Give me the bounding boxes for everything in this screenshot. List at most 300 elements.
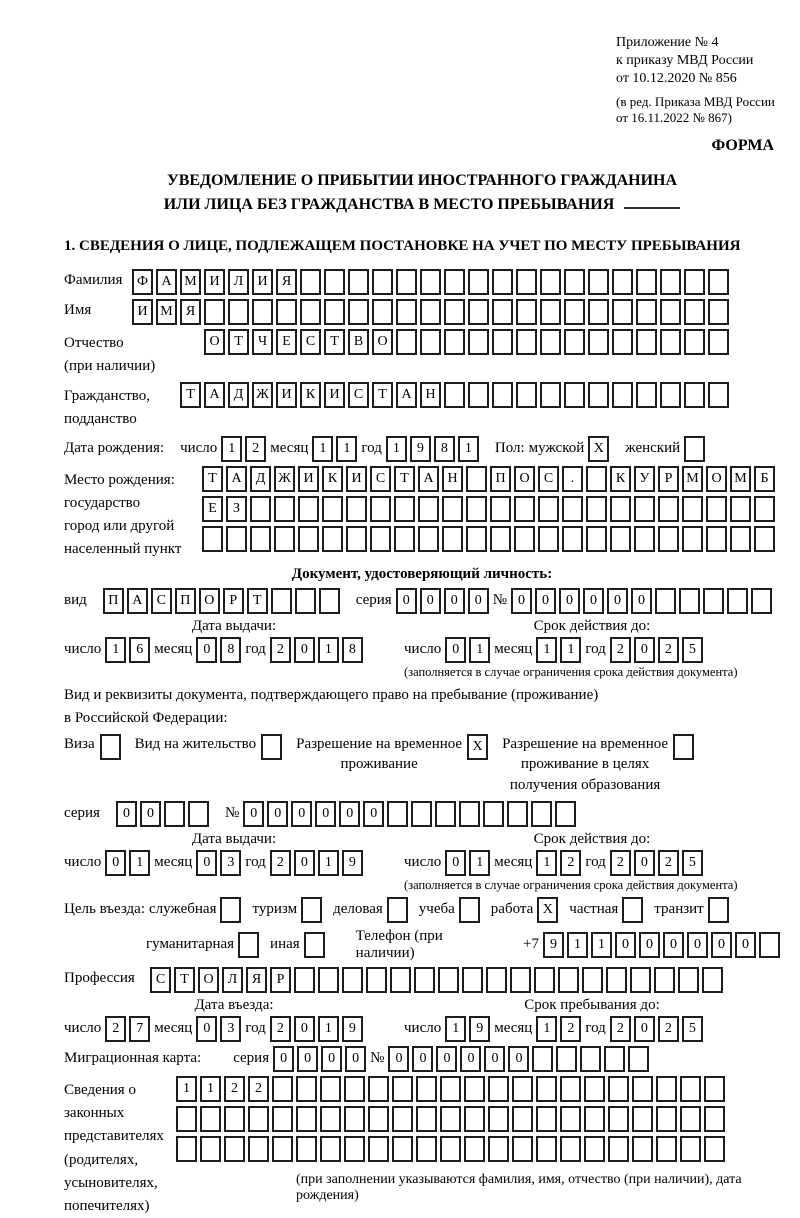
- char-cell[interactable]: 0: [196, 1016, 217, 1042]
- char-cell[interactable]: С: [150, 967, 171, 993]
- char-cell[interactable]: [464, 1076, 485, 1102]
- char-cell[interactable]: 2: [224, 1076, 245, 1102]
- char-cell[interactable]: [298, 526, 319, 552]
- char-cell[interactable]: М: [730, 466, 751, 492]
- char-cell[interactable]: К: [300, 382, 321, 408]
- char-cell[interactable]: [660, 269, 681, 295]
- char-cell[interactable]: О: [198, 967, 219, 993]
- char-cell[interactable]: [608, 1136, 629, 1162]
- char-cell[interactable]: [564, 382, 585, 408]
- char-cell[interactable]: И: [252, 269, 273, 295]
- char-cell[interactable]: [492, 299, 513, 325]
- char-cell[interactable]: К: [322, 466, 343, 492]
- char-cell[interactable]: И: [204, 269, 225, 295]
- char-cell[interactable]: 0: [105, 850, 126, 876]
- char-cell[interactable]: [706, 496, 727, 522]
- char-cell[interactable]: [540, 382, 561, 408]
- char-cell[interactable]: 0: [396, 588, 417, 614]
- char-cell[interactable]: [344, 1106, 365, 1132]
- char-cell[interactable]: 0: [484, 1046, 505, 1072]
- char-cell[interactable]: 1: [591, 932, 612, 958]
- char-cell[interactable]: [300, 299, 321, 325]
- char-cell[interactable]: [514, 526, 535, 552]
- char-cell[interactable]: 2: [245, 436, 266, 462]
- char-cell[interactable]: И: [346, 466, 367, 492]
- char-cell[interactable]: В: [348, 329, 369, 355]
- char-cell[interactable]: 0: [535, 588, 556, 614]
- char-cell[interactable]: [464, 1106, 485, 1132]
- char-cell[interactable]: 3: [220, 850, 241, 876]
- char-cell[interactable]: [680, 1106, 701, 1132]
- char-cell[interactable]: [608, 1106, 629, 1132]
- char-cell[interactable]: 0: [420, 588, 441, 614]
- char-cell[interactable]: Т: [394, 466, 415, 492]
- char-cell[interactable]: [534, 967, 555, 993]
- char-cell[interactable]: И: [276, 382, 297, 408]
- char-cell[interactable]: К: [610, 466, 631, 492]
- char-cell[interactable]: 1: [469, 637, 490, 663]
- char-cell[interactable]: 1: [560, 637, 581, 663]
- char-cell[interactable]: 2: [270, 1016, 291, 1042]
- char-cell[interactable]: [538, 496, 559, 522]
- char-cell[interactable]: 1: [200, 1076, 221, 1102]
- char-cell[interactable]: Н: [442, 466, 463, 492]
- char-cell[interactable]: [466, 526, 487, 552]
- char-cell[interactable]: 2: [658, 637, 679, 663]
- char-cell[interactable]: [320, 1136, 341, 1162]
- char-cell[interactable]: [512, 1136, 533, 1162]
- char-cell[interactable]: [416, 1106, 437, 1132]
- purpose-option-checkbox[interactable]: [220, 897, 241, 923]
- char-cell[interactable]: [368, 1136, 389, 1162]
- char-cell[interactable]: 0: [639, 932, 660, 958]
- char-cell[interactable]: [322, 526, 343, 552]
- char-cell[interactable]: Р: [658, 466, 679, 492]
- char-cell[interactable]: [632, 1106, 653, 1132]
- char-cell[interactable]: [584, 1136, 605, 1162]
- purpose-option-checkbox[interactable]: [459, 897, 480, 923]
- char-cell[interactable]: 2: [248, 1076, 269, 1102]
- char-cell[interactable]: [324, 299, 345, 325]
- char-cell[interactable]: [272, 1076, 293, 1102]
- char-cell[interactable]: 0: [468, 588, 489, 614]
- char-cell[interactable]: [418, 526, 439, 552]
- char-cell[interactable]: 1: [336, 436, 357, 462]
- char-cell[interactable]: [582, 967, 603, 993]
- char-cell[interactable]: [248, 1136, 269, 1162]
- char-cell[interactable]: Т: [324, 329, 345, 355]
- char-cell[interactable]: 2: [270, 850, 291, 876]
- char-cell[interactable]: 0: [634, 1016, 655, 1042]
- temp-residence-checkbox[interactable]: X: [467, 734, 488, 760]
- char-cell[interactable]: [488, 1106, 509, 1132]
- char-cell[interactable]: 2: [560, 1016, 581, 1042]
- char-cell[interactable]: [392, 1136, 413, 1162]
- char-cell[interactable]: [564, 269, 585, 295]
- char-cell[interactable]: [252, 299, 273, 325]
- char-cell[interactable]: [483, 801, 504, 827]
- char-cell[interactable]: [274, 496, 295, 522]
- char-cell[interactable]: [276, 299, 297, 325]
- char-cell[interactable]: М: [156, 299, 177, 325]
- char-cell[interactable]: [396, 329, 417, 355]
- char-cell[interactable]: 0: [294, 1016, 315, 1042]
- char-cell[interactable]: [708, 269, 729, 295]
- char-cell[interactable]: [558, 967, 579, 993]
- char-cell[interactable]: [660, 299, 681, 325]
- char-cell[interactable]: [418, 496, 439, 522]
- char-cell[interactable]: [610, 526, 631, 552]
- char-cell[interactable]: 5: [682, 637, 703, 663]
- char-cell[interactable]: Е: [276, 329, 297, 355]
- char-cell[interactable]: 0: [663, 932, 684, 958]
- char-cell[interactable]: [411, 801, 432, 827]
- char-cell[interactable]: 2: [560, 850, 581, 876]
- char-cell[interactable]: А: [204, 382, 225, 408]
- char-cell[interactable]: И: [298, 466, 319, 492]
- char-cell[interactable]: [560, 1136, 581, 1162]
- purpose-option-checkbox[interactable]: X: [537, 897, 558, 923]
- char-cell[interactable]: 0: [339, 801, 360, 827]
- char-cell[interactable]: [348, 269, 369, 295]
- char-cell[interactable]: [320, 1076, 341, 1102]
- char-cell[interactable]: [516, 329, 537, 355]
- char-cell[interactable]: [636, 382, 657, 408]
- char-cell[interactable]: [444, 299, 465, 325]
- char-cell[interactable]: [660, 329, 681, 355]
- char-cell[interactable]: [608, 1076, 629, 1102]
- char-cell[interactable]: [588, 299, 609, 325]
- char-cell[interactable]: [656, 1106, 677, 1132]
- char-cell[interactable]: [684, 269, 705, 295]
- char-cell[interactable]: [200, 1106, 221, 1132]
- char-cell[interactable]: [536, 1136, 557, 1162]
- char-cell[interactable]: [271, 588, 292, 614]
- char-cell[interactable]: И: [132, 299, 153, 325]
- char-cell[interactable]: [442, 526, 463, 552]
- char-cell[interactable]: [730, 496, 751, 522]
- char-cell[interactable]: [342, 967, 363, 993]
- char-cell[interactable]: [394, 526, 415, 552]
- char-cell[interactable]: С: [151, 588, 172, 614]
- char-cell[interactable]: 0: [634, 850, 655, 876]
- purpose-option-checkbox[interactable]: [238, 932, 259, 958]
- char-cell[interactable]: 9: [543, 932, 564, 958]
- char-cell[interactable]: [684, 382, 705, 408]
- char-cell[interactable]: [632, 1076, 653, 1102]
- char-cell[interactable]: 1: [318, 637, 339, 663]
- char-cell[interactable]: 1: [318, 1016, 339, 1042]
- char-cell[interactable]: [442, 496, 463, 522]
- char-cell[interactable]: [562, 496, 583, 522]
- char-cell[interactable]: 0: [388, 1046, 409, 1072]
- char-cell[interactable]: [564, 299, 585, 325]
- char-cell[interactable]: Ж: [252, 382, 273, 408]
- char-cell[interactable]: М: [682, 466, 703, 492]
- char-cell[interactable]: [462, 967, 483, 993]
- char-cell[interactable]: [708, 382, 729, 408]
- char-cell[interactable]: 0: [321, 1046, 342, 1072]
- char-cell[interactable]: [250, 496, 271, 522]
- char-cell[interactable]: [727, 588, 748, 614]
- char-cell[interactable]: [660, 382, 681, 408]
- char-cell[interactable]: А: [418, 466, 439, 492]
- char-cell[interactable]: [459, 801, 480, 827]
- char-cell[interactable]: [466, 496, 487, 522]
- char-cell[interactable]: 0: [436, 1046, 457, 1072]
- char-cell[interactable]: [586, 496, 607, 522]
- char-cell[interactable]: 1: [318, 850, 339, 876]
- char-cell[interactable]: [176, 1106, 197, 1132]
- char-cell[interactable]: Б: [754, 466, 775, 492]
- char-cell[interactable]: [536, 1106, 557, 1132]
- char-cell[interactable]: 1: [312, 436, 333, 462]
- char-cell[interactable]: [704, 1076, 725, 1102]
- char-cell[interactable]: [200, 1136, 221, 1162]
- char-cell[interactable]: [630, 967, 651, 993]
- char-cell[interactable]: [684, 299, 705, 325]
- char-cell[interactable]: [295, 588, 316, 614]
- char-cell[interactable]: [440, 1106, 461, 1132]
- char-cell[interactable]: [754, 496, 775, 522]
- char-cell[interactable]: [538, 526, 559, 552]
- char-cell[interactable]: [536, 1076, 557, 1102]
- char-cell[interactable]: [444, 269, 465, 295]
- char-cell[interactable]: 9: [469, 1016, 490, 1042]
- char-cell[interactable]: [586, 466, 607, 492]
- char-cell[interactable]: [704, 1106, 725, 1132]
- char-cell[interactable]: [420, 329, 441, 355]
- char-cell[interactable]: [348, 299, 369, 325]
- char-cell[interactable]: [532, 1046, 553, 1072]
- char-cell[interactable]: [588, 329, 609, 355]
- char-cell[interactable]: 1: [221, 436, 242, 462]
- char-cell[interactable]: 0: [735, 932, 756, 958]
- char-cell[interactable]: 0: [363, 801, 384, 827]
- char-cell[interactable]: [319, 588, 340, 614]
- char-cell[interactable]: [682, 496, 703, 522]
- char-cell[interactable]: [414, 967, 435, 993]
- char-cell[interactable]: 8: [342, 637, 363, 663]
- char-cell[interactable]: [488, 1136, 509, 1162]
- char-cell[interactable]: [612, 382, 633, 408]
- char-cell[interactable]: [164, 801, 185, 827]
- char-cell[interactable]: 0: [508, 1046, 529, 1072]
- char-cell[interactable]: Т: [372, 382, 393, 408]
- char-cell[interactable]: [588, 382, 609, 408]
- char-cell[interactable]: 2: [658, 850, 679, 876]
- char-cell[interactable]: 1: [536, 1016, 557, 1042]
- char-cell[interactable]: [322, 496, 343, 522]
- residence-permit-checkbox[interactable]: [261, 734, 282, 760]
- char-cell[interactable]: [490, 496, 511, 522]
- char-cell[interactable]: 2: [105, 1016, 126, 1042]
- char-cell[interactable]: [684, 329, 705, 355]
- char-cell[interactable]: 0: [243, 801, 264, 827]
- temp-residence-edu-checkbox[interactable]: [673, 734, 694, 760]
- char-cell[interactable]: [634, 526, 655, 552]
- char-cell[interactable]: [368, 1106, 389, 1132]
- char-cell[interactable]: [464, 1136, 485, 1162]
- char-cell[interactable]: [344, 1076, 365, 1102]
- char-cell[interactable]: 1: [469, 850, 490, 876]
- char-cell[interactable]: [294, 967, 315, 993]
- char-cell[interactable]: [396, 269, 417, 295]
- char-cell[interactable]: [759, 932, 780, 958]
- char-cell[interactable]: Р: [223, 588, 244, 614]
- char-cell[interactable]: [296, 1106, 317, 1132]
- char-cell[interactable]: 1: [458, 436, 479, 462]
- char-cell[interactable]: [555, 801, 576, 827]
- char-cell[interactable]: Ф: [132, 269, 153, 295]
- char-cell[interactable]: [580, 1046, 601, 1072]
- char-cell[interactable]: [440, 1136, 461, 1162]
- char-cell[interactable]: 8: [220, 637, 241, 663]
- char-cell[interactable]: 2: [610, 637, 631, 663]
- char-cell[interactable]: С: [538, 466, 559, 492]
- char-cell[interactable]: А: [396, 382, 417, 408]
- char-cell[interactable]: М: [180, 269, 201, 295]
- char-cell[interactable]: [372, 269, 393, 295]
- char-cell[interactable]: [490, 526, 511, 552]
- char-cell[interactable]: [396, 299, 417, 325]
- char-cell[interactable]: [612, 299, 633, 325]
- char-cell[interactable]: 2: [270, 637, 291, 663]
- char-cell[interactable]: [346, 526, 367, 552]
- char-cell[interactable]: [656, 1136, 677, 1162]
- char-cell[interactable]: [228, 299, 249, 325]
- char-cell[interactable]: [248, 1106, 269, 1132]
- char-cell[interactable]: О: [514, 466, 535, 492]
- char-cell[interactable]: [250, 526, 271, 552]
- char-cell[interactable]: Д: [250, 466, 271, 492]
- char-cell[interactable]: И: [324, 382, 345, 408]
- char-cell[interactable]: Я: [180, 299, 201, 325]
- char-cell[interactable]: [634, 496, 655, 522]
- char-cell[interactable]: Л: [228, 269, 249, 295]
- char-cell[interactable]: [514, 496, 535, 522]
- char-cell[interactable]: [368, 1076, 389, 1102]
- char-cell[interactable]: [204, 299, 225, 325]
- char-cell[interactable]: Т: [202, 466, 223, 492]
- char-cell[interactable]: 1: [567, 932, 588, 958]
- char-cell[interactable]: Н: [420, 382, 441, 408]
- char-cell[interactable]: [296, 1076, 317, 1102]
- purpose-option-checkbox[interactable]: [387, 897, 408, 923]
- char-cell[interactable]: 0: [345, 1046, 366, 1072]
- char-cell[interactable]: [392, 1076, 413, 1102]
- char-cell[interactable]: [300, 269, 321, 295]
- char-cell[interactable]: [610, 496, 631, 522]
- char-cell[interactable]: 2: [610, 1016, 631, 1042]
- char-cell[interactable]: [512, 1076, 533, 1102]
- char-cell[interactable]: 1: [105, 637, 126, 663]
- char-cell[interactable]: 5: [682, 850, 703, 876]
- char-cell[interactable]: [560, 1106, 581, 1132]
- char-cell[interactable]: 0: [294, 637, 315, 663]
- purpose-option-checkbox[interactable]: [622, 897, 643, 923]
- char-cell[interactable]: [435, 801, 456, 827]
- char-cell[interactable]: [466, 466, 487, 492]
- char-cell[interactable]: 0: [634, 637, 655, 663]
- char-cell[interactable]: Д: [228, 382, 249, 408]
- char-cell[interactable]: [679, 588, 700, 614]
- char-cell[interactable]: [604, 1046, 625, 1072]
- char-cell[interactable]: [540, 269, 561, 295]
- char-cell[interactable]: [636, 269, 657, 295]
- char-cell[interactable]: [370, 496, 391, 522]
- char-cell[interactable]: Я: [276, 269, 297, 295]
- char-cell[interactable]: 3: [220, 1016, 241, 1042]
- char-cell[interactable]: С: [300, 329, 321, 355]
- char-cell[interactable]: 1: [176, 1076, 197, 1102]
- char-cell[interactable]: [678, 967, 699, 993]
- char-cell[interactable]: [706, 526, 727, 552]
- char-cell[interactable]: [438, 967, 459, 993]
- char-cell[interactable]: [507, 801, 528, 827]
- char-cell[interactable]: 9: [342, 1016, 363, 1042]
- char-cell[interactable]: [510, 967, 531, 993]
- char-cell[interactable]: [468, 382, 489, 408]
- char-cell[interactable]: [344, 1136, 365, 1162]
- char-cell[interactable]: 0: [116, 801, 137, 827]
- char-cell[interactable]: [612, 329, 633, 355]
- char-cell[interactable]: У: [634, 466, 655, 492]
- char-cell[interactable]: [176, 1136, 197, 1162]
- char-cell[interactable]: З: [226, 496, 247, 522]
- char-cell[interactable]: [751, 588, 772, 614]
- char-cell[interactable]: 1: [536, 637, 557, 663]
- char-cell[interactable]: [468, 299, 489, 325]
- char-cell[interactable]: [387, 801, 408, 827]
- char-cell[interactable]: О: [199, 588, 220, 614]
- char-cell[interactable]: Я: [246, 967, 267, 993]
- char-cell[interactable]: Р: [270, 967, 291, 993]
- char-cell[interactable]: [656, 1076, 677, 1102]
- char-cell[interactable]: 1: [129, 850, 150, 876]
- char-cell[interactable]: [420, 269, 441, 295]
- char-cell[interactable]: 0: [607, 588, 628, 614]
- gender-male-checkbox[interactable]: X: [588, 436, 609, 462]
- char-cell[interactable]: [584, 1106, 605, 1132]
- char-cell[interactable]: С: [370, 466, 391, 492]
- char-cell[interactable]: Т: [228, 329, 249, 355]
- char-cell[interactable]: [531, 801, 552, 827]
- char-cell[interactable]: 5: [682, 1016, 703, 1042]
- visa-checkbox[interactable]: [100, 734, 121, 760]
- char-cell[interactable]: [680, 1076, 701, 1102]
- char-cell[interactable]: 7: [129, 1016, 150, 1042]
- char-cell[interactable]: 0: [444, 588, 465, 614]
- gender-female-checkbox[interactable]: [684, 436, 705, 462]
- char-cell[interactable]: [346, 496, 367, 522]
- char-cell[interactable]: [586, 526, 607, 552]
- char-cell[interactable]: 0: [315, 801, 336, 827]
- char-cell[interactable]: 0: [196, 637, 217, 663]
- char-cell[interactable]: [416, 1136, 437, 1162]
- char-cell[interactable]: [372, 299, 393, 325]
- char-cell[interactable]: [320, 1106, 341, 1132]
- char-cell[interactable]: А: [156, 269, 177, 295]
- char-cell[interactable]: 1: [536, 850, 557, 876]
- char-cell[interactable]: [730, 526, 751, 552]
- char-cell[interactable]: [540, 299, 561, 325]
- char-cell[interactable]: С: [348, 382, 369, 408]
- char-cell[interactable]: 2: [658, 1016, 679, 1042]
- char-cell[interactable]: [564, 329, 585, 355]
- char-cell[interactable]: 0: [615, 932, 636, 958]
- char-cell[interactable]: [655, 588, 676, 614]
